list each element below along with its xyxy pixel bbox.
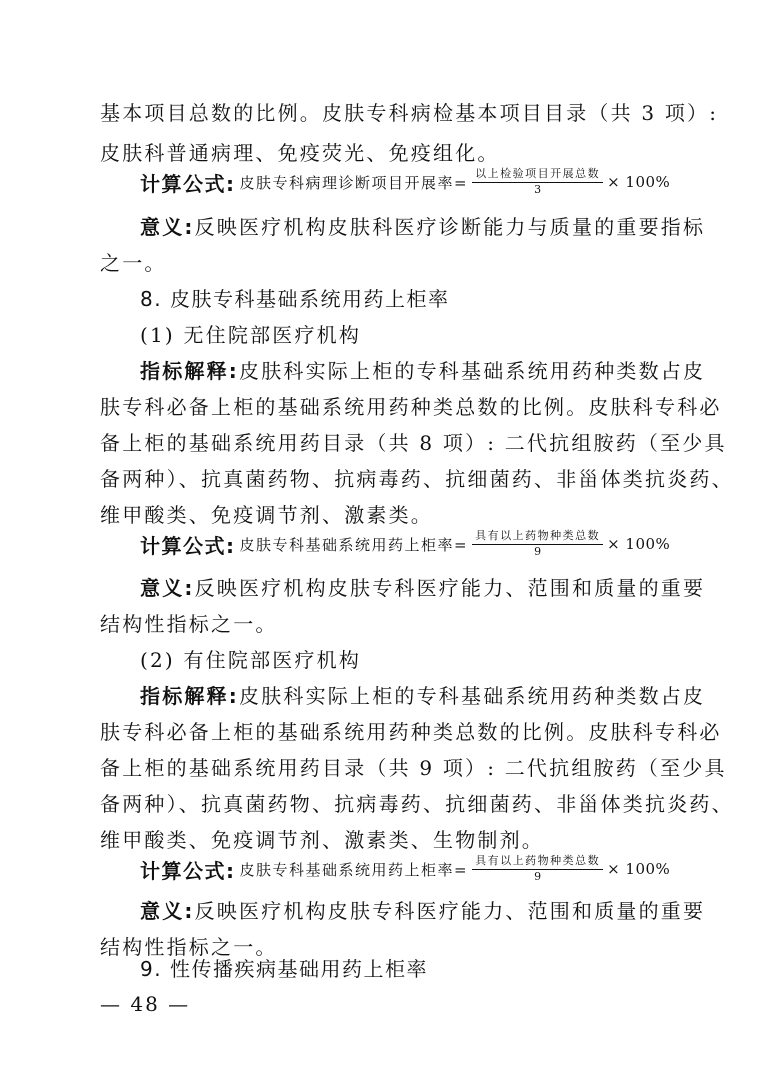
- explanation-text: 皮肤科实际上柜的专科基础系统用药种类数占皮: [239, 359, 706, 383]
- paragraph-line: 基本项目总数的比例。皮肤专科病检基本项目目录（共 3 项）:: [100, 101, 719, 125]
- page-number: — 48 —: [100, 992, 191, 1016]
- formula-lhs: 皮肤专科基础系统用药上柜率=: [239, 535, 469, 554]
- fraction-denominator: 3: [534, 183, 542, 196]
- formula-drug-rate-2: [140, 849, 670, 889]
- formula-multiplier: × 100%: [607, 535, 671, 553]
- section-heading-9: 9. 性传播疾病基础用药上柜率: [140, 957, 428, 981]
- meaning-line: [140, 212, 720, 242]
- paragraph-line: 备两种）、抗真菌药物、抗病毒药、抗细菌药、非甾体类抗炎药、: [100, 467, 734, 491]
- meaning-text: 反映医疗机构皮肤科医疗诊断能力与质量的重要指标: [194, 215, 706, 239]
- paragraph-line: 备上柜的基础系统用药目录（共 9 项）: 二代抗组胺药（至少具: [100, 756, 727, 780]
- paragraph-line: 结构性指标之一。: [100, 612, 278, 636]
- section-heading-8: 8. 皮肤专科基础系统用药上柜率: [140, 287, 450, 311]
- paragraph-line: 之一。: [100, 251, 167, 275]
- formula-fraction: [472, 167, 603, 197]
- fraction-numerator: 以上检验项目开展总数: [472, 167, 603, 183]
- formula-multiplier: × 100%: [607, 860, 671, 878]
- subsection-title: (2) 有住院部医疗机构: [140, 648, 362, 672]
- paragraph-line: 维甲酸类、免疫调节剂、激素类、生物制剂。: [100, 828, 544, 852]
- fraction-numerator: 具有以上药物种类总数: [472, 529, 603, 545]
- subsection-title: (1) 无住院部医疗机构: [140, 323, 362, 347]
- paragraph-line: 肤专科必备上柜的基础系统用药种类总数的比例。皮肤科专科必: [100, 720, 722, 744]
- paragraph-line: 结构性指标之一。: [100, 935, 278, 959]
- fraction-denominator: 9: [534, 545, 542, 558]
- paragraph-line: 维甲酸类、免疫调节剂、激素类。: [100, 503, 433, 527]
- meaning-line: [140, 573, 720, 603]
- paragraph-line: 皮肤科普通病理、免疫荧光、免疫组化。: [100, 141, 500, 165]
- paragraph-line: 备上柜的基础系统用药目录（共 8 项）: 二代抗组胺药（至少具: [100, 431, 727, 455]
- formula-label: 计算公式:: [140, 533, 236, 558]
- meaning-text: 反映医疗机构皮肤专科医疗能力、范围和质量的重要: [194, 899, 706, 923]
- formula-multiplier: × 100%: [607, 173, 671, 191]
- formula-fraction: [472, 529, 603, 559]
- explanation-label: 指标解释:: [140, 684, 239, 708]
- explanation-text: 皮肤科实际上柜的专科基础系统用药种类数占皮: [239, 684, 706, 708]
- fraction-denominator: 9: [534, 870, 542, 883]
- formula-pathology-rate: [140, 162, 670, 202]
- formula-fraction: [472, 854, 603, 884]
- meaning-label: 意义:: [140, 215, 195, 239]
- formula-lhs: 皮肤专科病理诊断项目开展率=: [239, 173, 469, 192]
- meaning-label: 意义:: [140, 899, 195, 923]
- formula-lhs: 皮肤专科基础系统用药上柜率=: [239, 860, 469, 879]
- meaning-label: 意义:: [140, 576, 195, 600]
- explanation-label: 指标解释:: [140, 359, 239, 383]
- paragraph-line: 肤专科必备上柜的基础系统用药种类总数的比例。皮肤科专科必: [100, 395, 722, 419]
- formula-label: 计算公式:: [140, 171, 236, 196]
- meaning-text: 反映医疗机构皮肤专科医疗能力、范围和质量的重要: [194, 576, 706, 600]
- explanation-line: [140, 681, 720, 711]
- paragraph-line: 备两种）、抗真菌药物、抗病毒药、抗细菌药、非甾体类抗炎药、: [100, 792, 734, 816]
- formula-label: 计算公式:: [140, 858, 236, 883]
- formula-drug-rate-1: [140, 524, 670, 564]
- explanation-line: [140, 356, 720, 386]
- meaning-line: [140, 896, 720, 926]
- fraction-numerator: 具有以上药物种类总数: [472, 854, 603, 870]
